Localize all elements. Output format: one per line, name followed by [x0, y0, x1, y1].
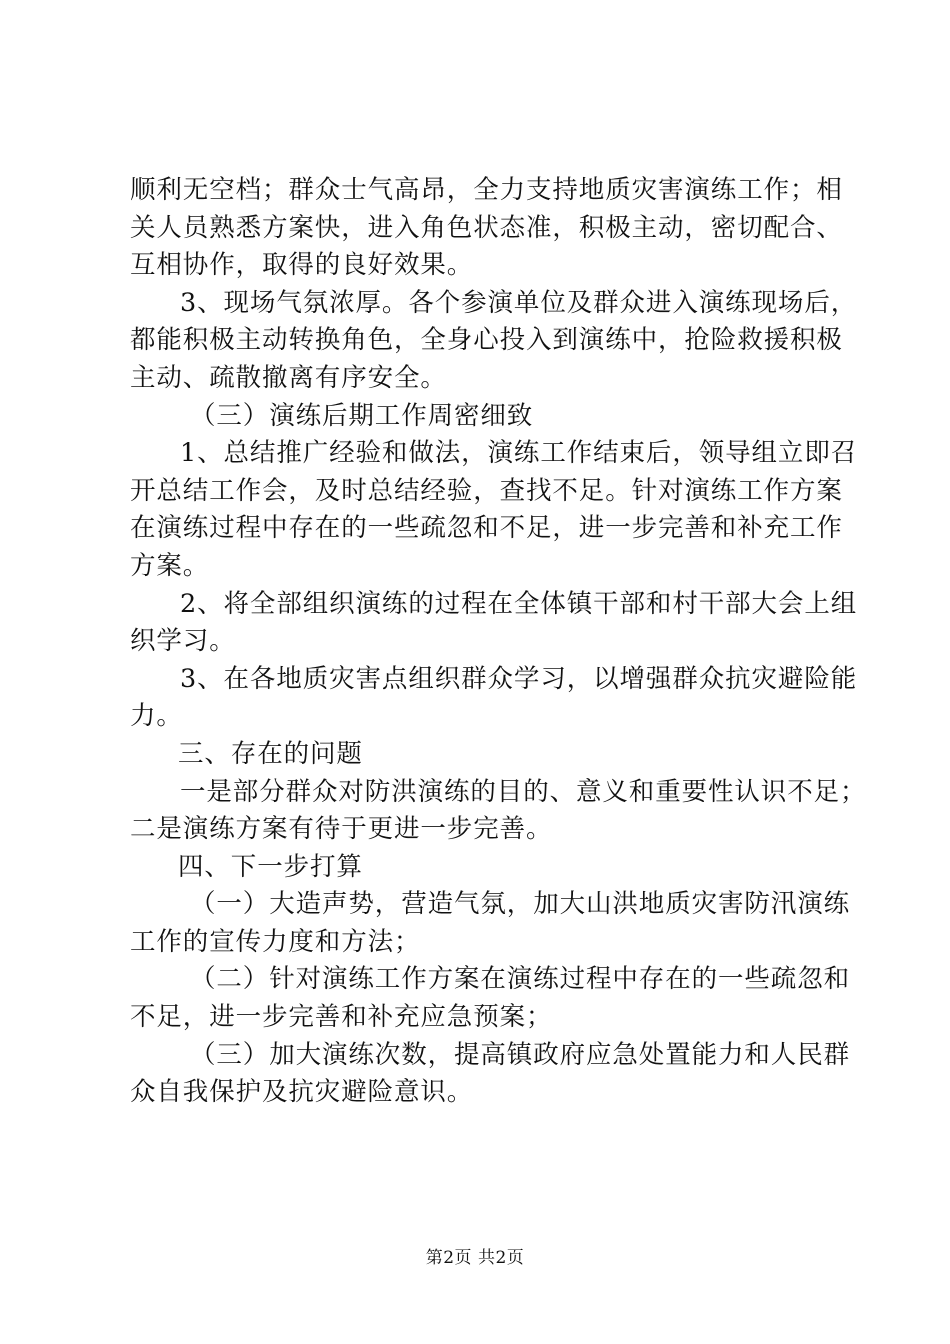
text-line: 二是演练方案有待于更进一步完善。 — [130, 814, 553, 845]
section-heading: （三）演练后期工作周密细致 — [190, 400, 534, 431]
section-heading: 四、下一步打算 — [178, 851, 363, 882]
document-body — [130, 172, 867, 1112]
section-heading: 三、存在的问题 — [178, 738, 363, 769]
text-line: 1、总结推广经验和做法，演练工作结束后，领导组立即召 — [180, 438, 858, 469]
text-line: 织学习。 — [130, 626, 236, 657]
text-line: 在演练过程中存在的一些疏忽和不足，进一步完善和补充工作 — [130, 513, 843, 544]
text-line: 3、在各地质灾害点组织群众学习，以增强群众抗灾避险能 — [180, 663, 858, 694]
page-footer: 第2页 共2页 — [425, 1248, 525, 1268]
text-line: 众自我保护及抗灾避险意识。 — [130, 1077, 474, 1108]
text-line: 主动、疏散撤离有序安全。 — [130, 362, 447, 393]
text-line: 2、将全部组织演练的过程在全体镇干部和村干部大会上组 — [180, 588, 858, 619]
text-line: 3、现场气氛浓厚。各个参演单位及群众进入演练现场后， — [180, 287, 858, 318]
text-line: 顺利无空档；群众士气高昂，全力支持地质灾害演练工作；相 — [130, 175, 843, 205]
text-line: 方案。 — [130, 550, 210, 581]
text-line: 互相协作，取得的良好效果。 — [130, 250, 474, 281]
text-line: （一）大造声势，营造气氛，加大山洪地质灾害防汛演练 — [190, 889, 851, 920]
text-line: 不足，进一步完善和补充应急预案； — [130, 1002, 553, 1033]
text-line: 关人员熟悉方案快，进入角色状态准，积极主动，密切配合、 — [130, 212, 843, 243]
text-line: 都能积极主动转换角色，全身心投入到演练中，抢险救援积极 — [130, 325, 843, 356]
text-line: 一是部分群众对防洪演练的目的、意义和重要性认识不足； — [180, 776, 867, 807]
text-line: 工作的宣传力度和方法； — [130, 926, 421, 957]
text-line: 开总结工作会，及时总结经验，查找不足。针对演练工作方案 — [130, 475, 843, 506]
text-line: （二）针对演练工作方案在演练过程中存在的一些疏忽和 — [190, 964, 851, 995]
text-line: （三）加大演练次数，提高镇政府应急处置能力和人民群 — [190, 1039, 851, 1070]
text-line: 力。 — [130, 701, 183, 732]
